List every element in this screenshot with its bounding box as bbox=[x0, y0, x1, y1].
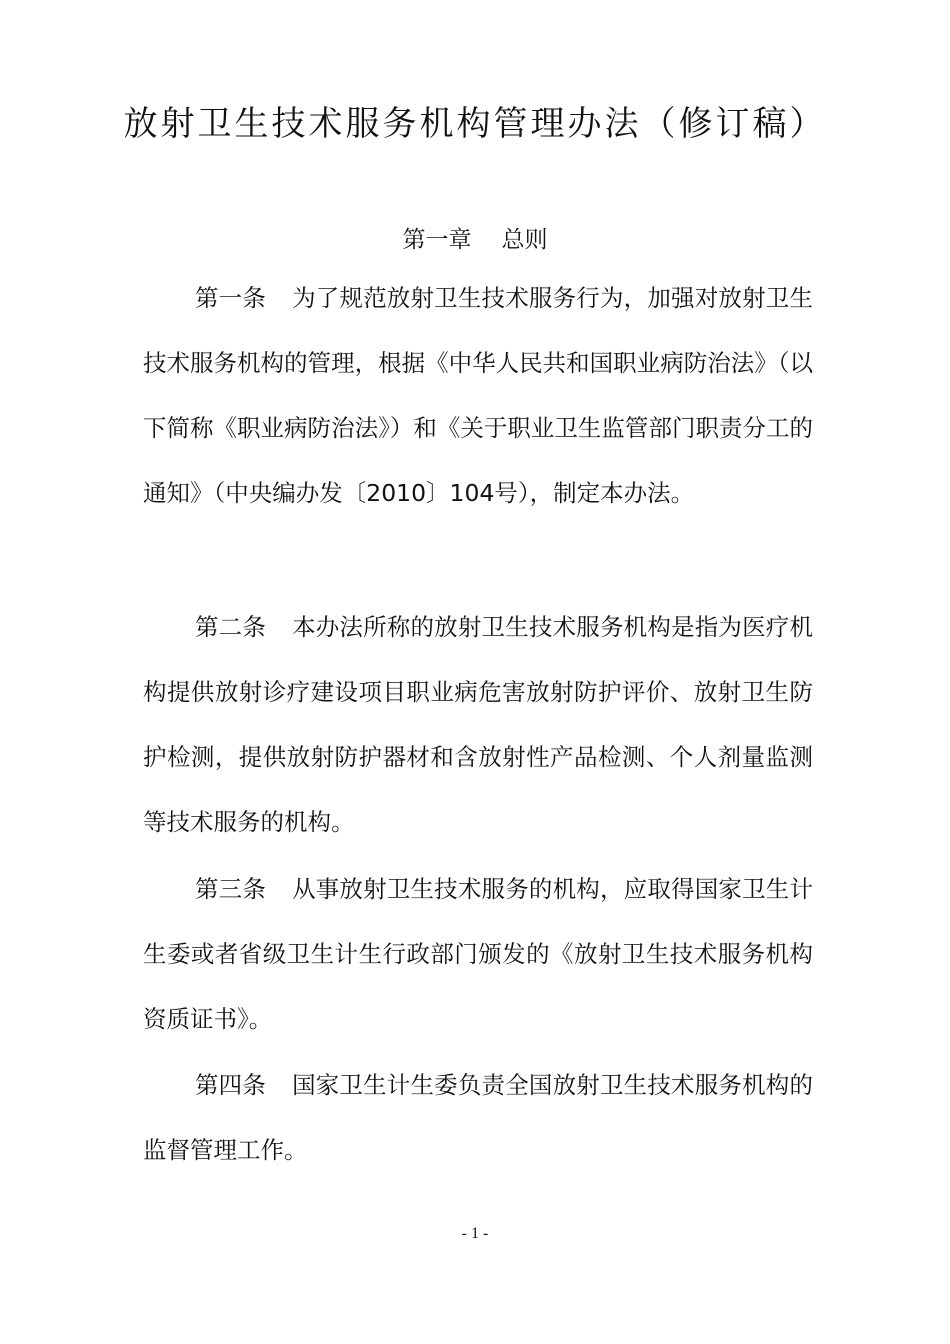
chapter-number: 第一章 bbox=[402, 227, 472, 253]
article-2 bbox=[143, 595, 813, 855]
article-2-text: 本办法所称的放射卫生技术服务机构是指为医疗机构提供放射诊疗建设项目职业病危害放射防护评价、放射卫生防护检测，提供放射防护器材和含放射性产品检测、个人剂量监测等技术服务的机构。 bbox=[143, 613, 813, 836]
article-1 bbox=[143, 266, 813, 526]
document-title: 放射卫生技术服务机构管理办法（修订稿） bbox=[123, 104, 827, 144]
article-3 bbox=[143, 857, 813, 1052]
article-4 bbox=[143, 1053, 813, 1183]
article-4-number: 第四条 bbox=[195, 1071, 267, 1099]
article-1-text: 为了规范放射卫生技术服务行为，加强对放射卫生技术服务机构的管理，根据《中华人民共和国职业病防治法》（以下简称《职业病防治法》）和《关于职业卫生监管部门职责分工的通知》（中央编办发〔2010〕104号），制定本办法。 bbox=[143, 284, 813, 507]
page-number: - 1 - bbox=[461, 1225, 489, 1242]
article-3-text: 从事放射卫生技术服务的机构，应取得国家卫生计生委或者省级卫生计生行政部门颁发的《放射卫生技术服务机构资质证书》。 bbox=[143, 875, 813, 1033]
chapter-name: 总则 bbox=[501, 227, 548, 253]
article-1-number: 第一条 bbox=[195, 284, 267, 312]
chapter-heading bbox=[0, 222, 950, 258]
article-2-number: 第二条 bbox=[195, 613, 267, 641]
article-3-number: 第三条 bbox=[195, 875, 267, 903]
article-4-text: 国家卫生计生委负责全国放射卫生技术服务机构的监督管理工作。 bbox=[143, 1071, 813, 1164]
